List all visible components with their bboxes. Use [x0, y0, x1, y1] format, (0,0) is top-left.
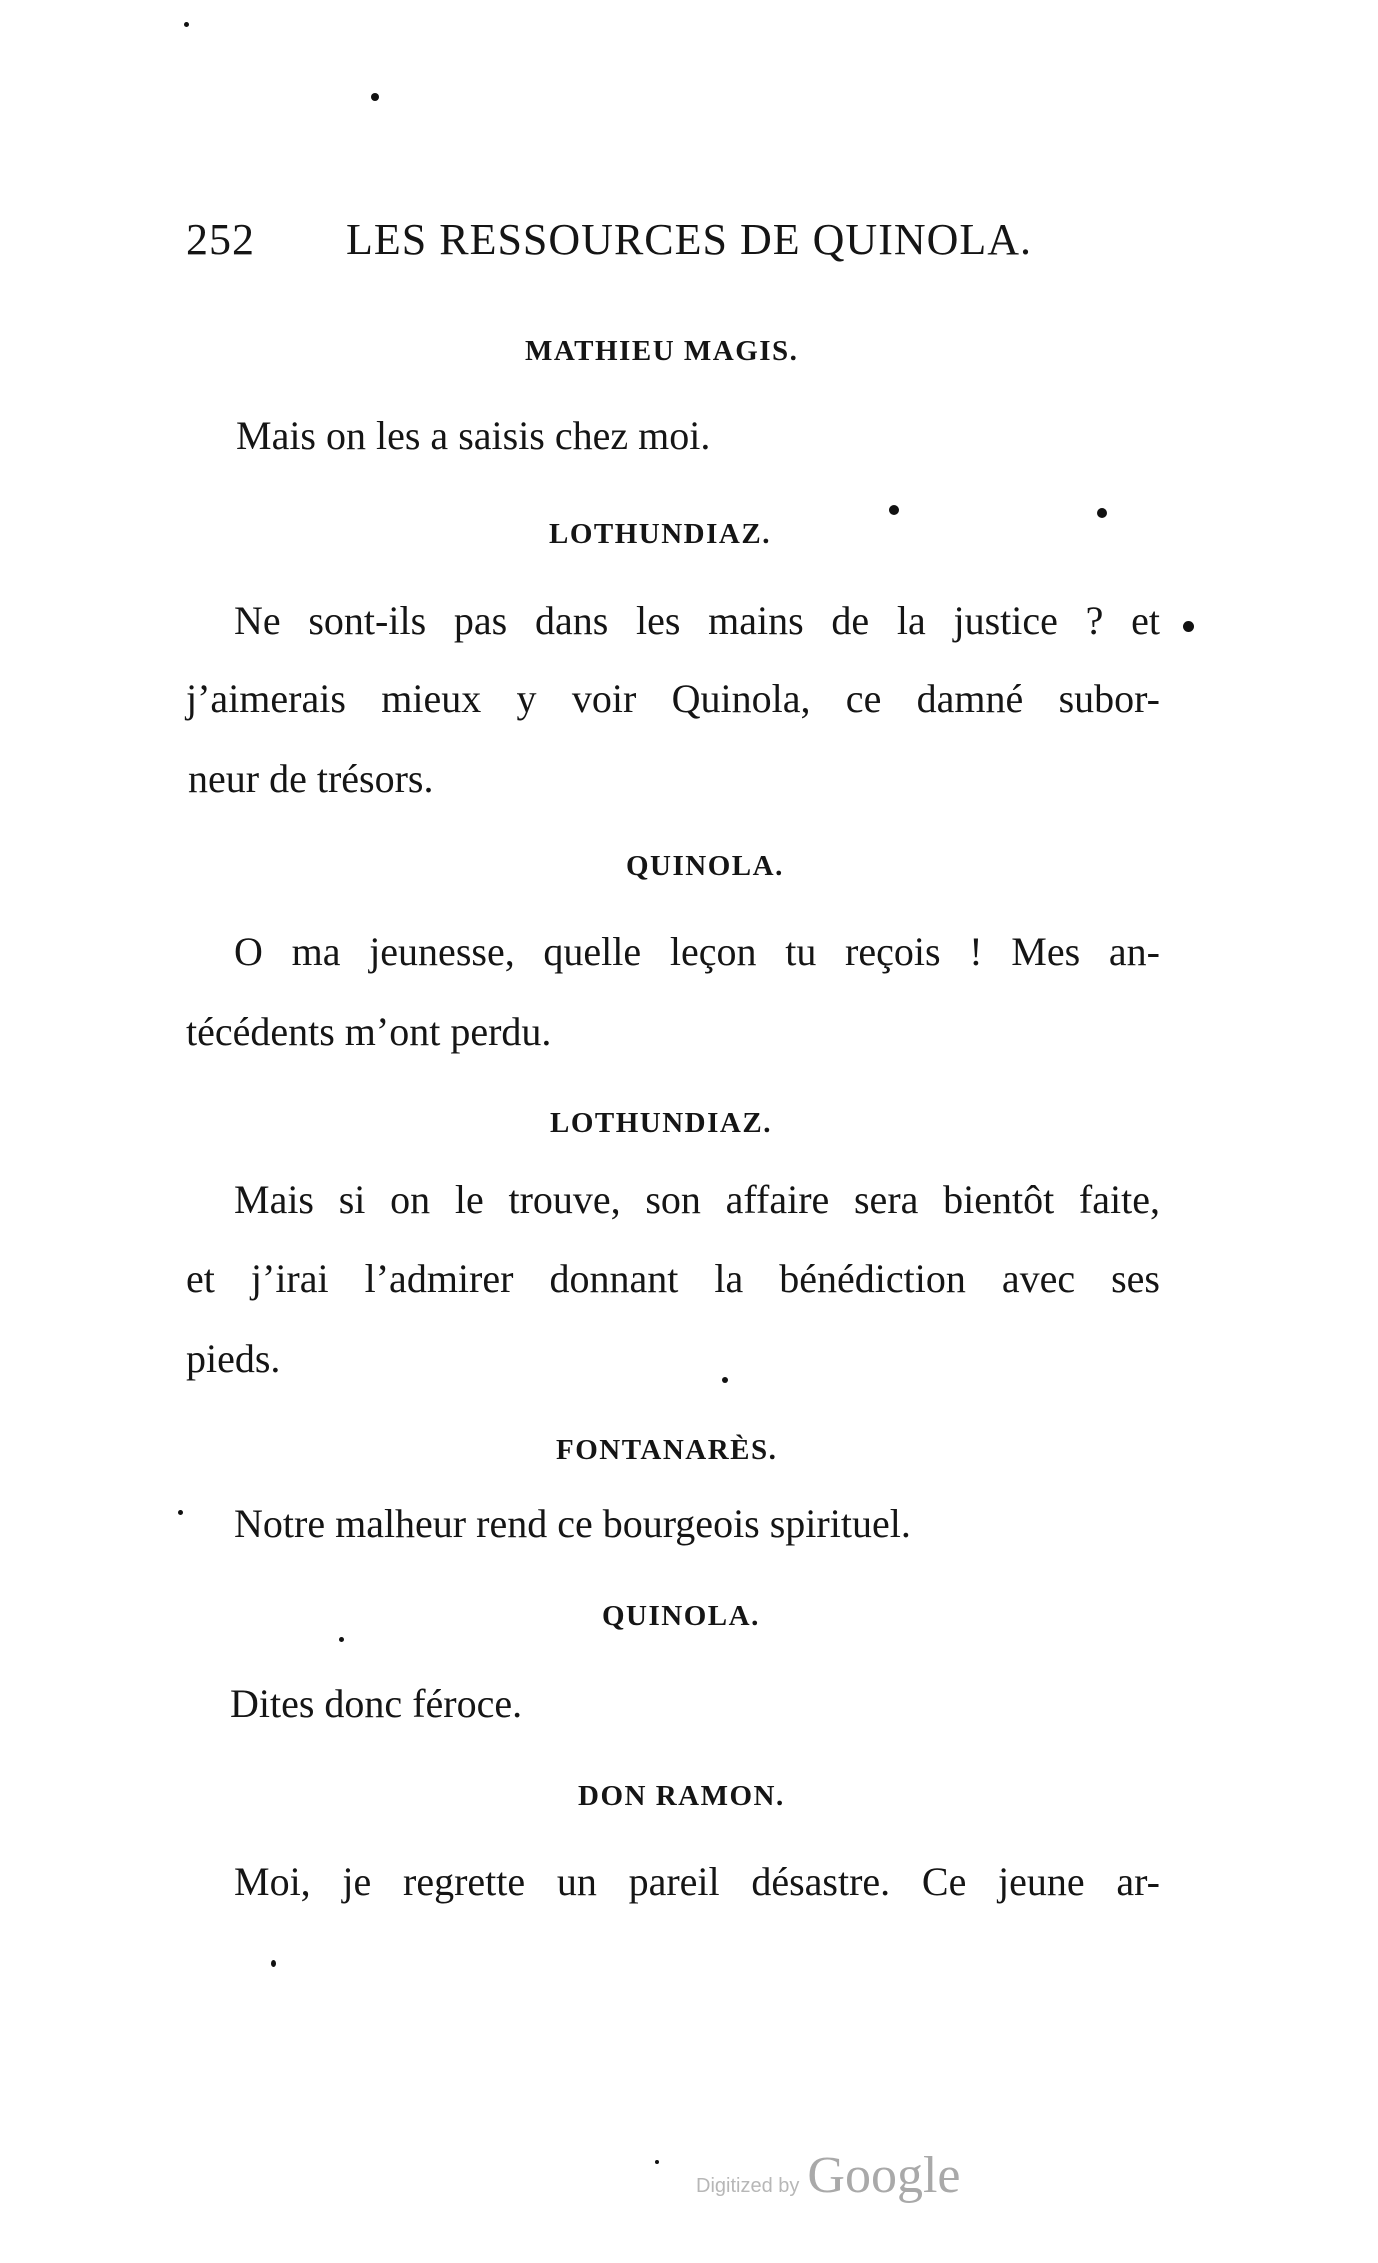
google-logo: Google [807, 2147, 961, 2204]
page-number: 252 [186, 215, 255, 264]
watermark-prefix: Digitized by [696, 2175, 800, 2197]
running-title: LES RESSOURCES DE QUINOLA. [346, 215, 1033, 264]
page-header [186, 214, 1033, 274]
dialogue-line: Notre malheur rend ce bourgeois spirituel. [234, 1501, 911, 1546]
scan-speck [271, 1960, 276, 1967]
speaker-name: DON RAMON. [578, 1780, 785, 1812]
speaker-name: LOTHUNDIAZ. [549, 518, 771, 550]
scan-speck [889, 505, 899, 515]
digitized-by-google-watermark [696, 2146, 960, 2206]
dialogue-line: técédents m’ont perdu. [186, 1009, 552, 1054]
scan-speck [722, 1377, 728, 1383]
scan-speck [1097, 508, 1107, 518]
scan-speck [184, 22, 189, 27]
scan-speck [178, 1510, 183, 1515]
dialogue-line: Mais on les a saisis chez moi. [236, 413, 711, 458]
dialogue-line: O ma jeunesse, quelle leçon tu reçois ! Mes an- [234, 929, 1160, 974]
scan-speck [339, 1637, 344, 1642]
scan-speck [655, 2160, 659, 2164]
speaker-name: QUINOLA. [602, 1600, 760, 1632]
speaker-name: LOTHUNDIAZ. [550, 1107, 772, 1139]
dialogue-line: Moi, je regrette un pareil désastre. Ce jeune ar- [234, 1859, 1160, 1904]
dialogue-line: et j’irai l’admirer donnant la bénédiction avec ses [186, 1256, 1160, 1301]
dialogue-line: Dites donc féroce. [230, 1681, 523, 1726]
dialogue-line: Ne sont-ils pas dans les mains de la justice ? et [234, 598, 1160, 643]
dialogue-line: pieds. [186, 1336, 281, 1381]
dialogue-line: neur de trésors. [188, 756, 434, 801]
speaker-name: MATHIEU MAGIS. [525, 335, 799, 367]
speaker-name: QUINOLA. [626, 850, 784, 882]
dialogue-line: Mais si on le trouve, son affaire sera bientôt faite, [234, 1177, 1160, 1222]
scan-speck [1183, 621, 1194, 632]
dialogue-line: j’aimerais mieux y voir Quinola, ce damné subor- [186, 676, 1160, 721]
speaker-name: FONTANARÈS. [556, 1434, 778, 1466]
scan-speck [371, 93, 379, 101]
